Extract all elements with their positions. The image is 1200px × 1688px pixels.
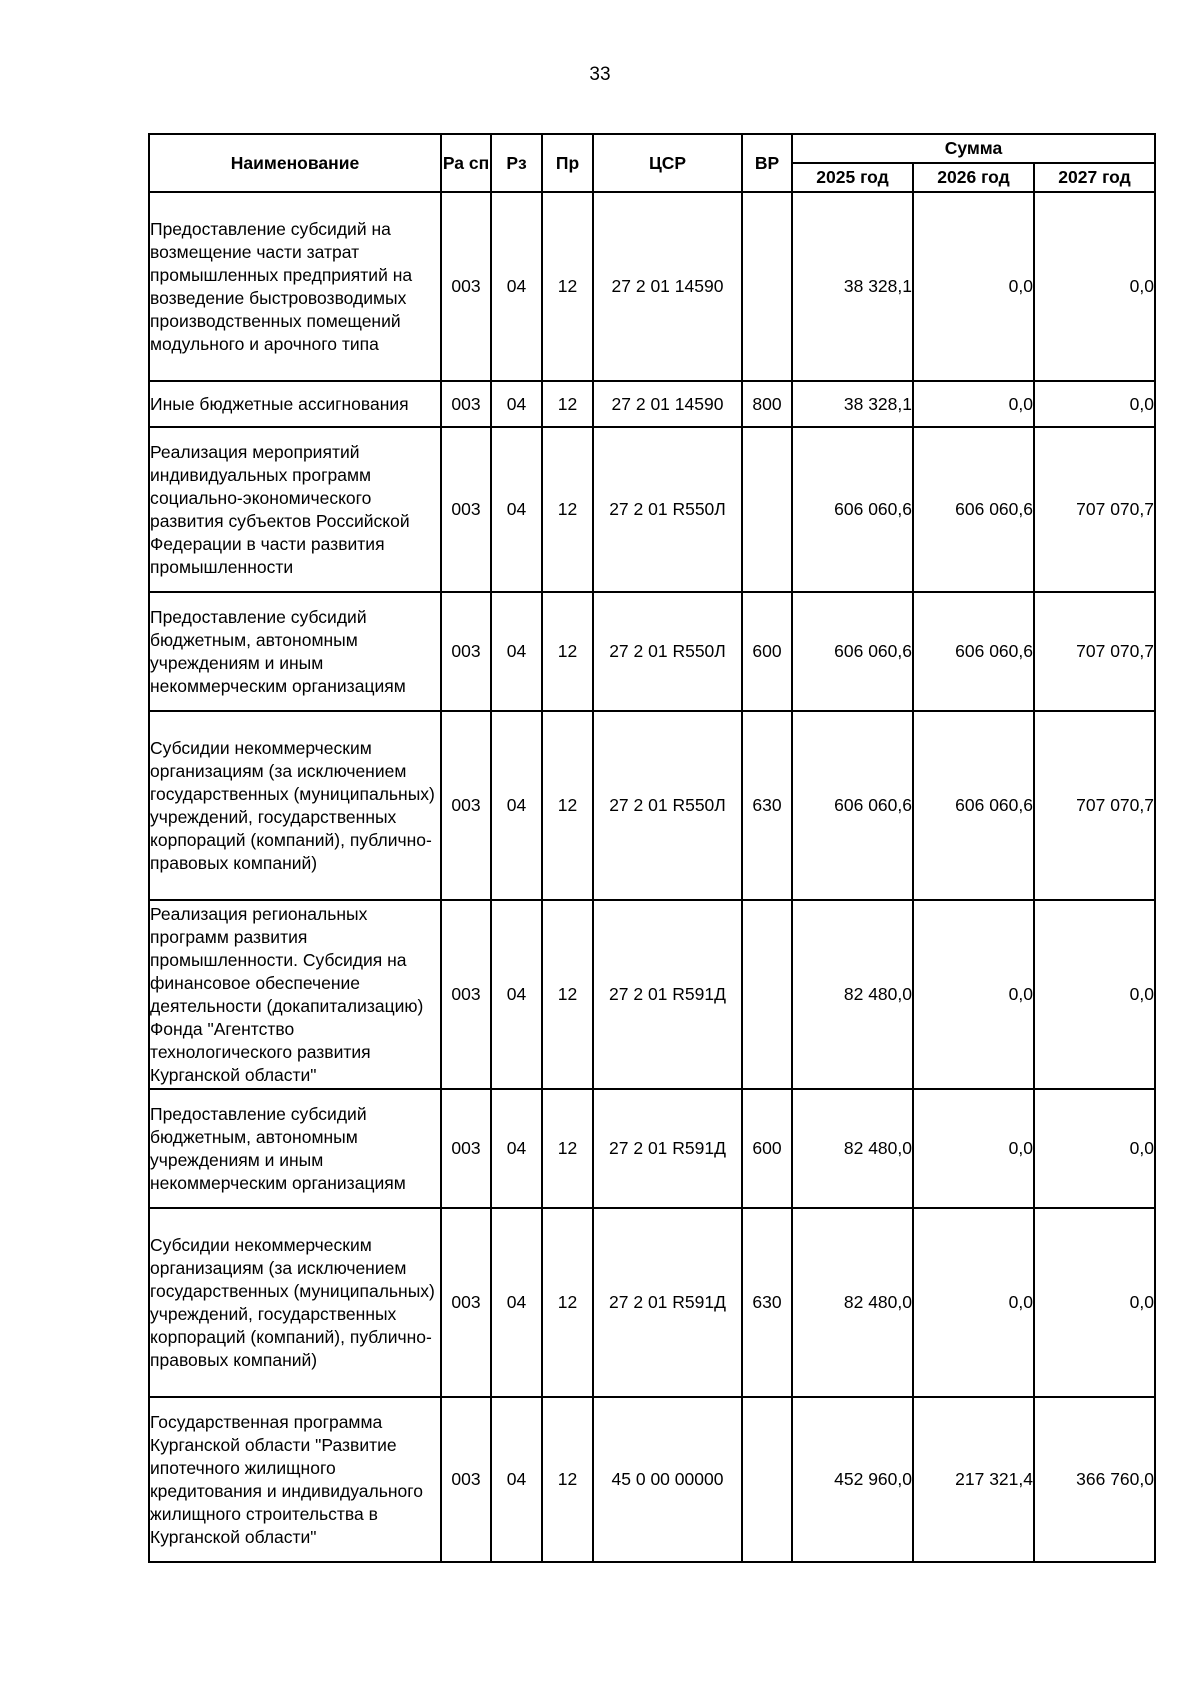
row-sum-2027: 707 070,7: [1034, 711, 1155, 900]
row-vr: 800: [742, 381, 792, 427]
row-rasp: 003: [441, 592, 491, 711]
row-name: Государственная программа Курганской области "Развитие ипотечного жилищного кредитования и индивидуального жилищного строительства в Курганской области": [149, 1397, 441, 1562]
row-pr: 12: [542, 427, 593, 592]
row-sum-2025: 606 060,6: [792, 427, 913, 592]
row-sum-2027: 0,0: [1034, 900, 1155, 1089]
table-row: [149, 192, 1155, 381]
row-sum-2027: 0,0: [1034, 1089, 1155, 1208]
row-sum-2026: 606 060,6: [913, 711, 1034, 900]
header-vr: ВР: [742, 134, 792, 192]
row-rasp: 003: [441, 1397, 491, 1562]
row-csr: 27 2 01 R591Д: [593, 900, 742, 1089]
row-rasp: 003: [441, 1208, 491, 1397]
row-rasp: 003: [441, 427, 491, 592]
budget-table: [148, 133, 1156, 1563]
row-rz: 04: [491, 1089, 542, 1208]
row-sum-2026: 0,0: [913, 1208, 1034, 1397]
table-row: [149, 1208, 1155, 1397]
row-csr: 45 0 00 00000: [593, 1397, 742, 1562]
table-row: [149, 711, 1155, 900]
header-rz: Рз: [491, 134, 542, 192]
row-pr: 12: [542, 711, 593, 900]
row-rz: 04: [491, 592, 542, 711]
row-sum-2026: 606 060,6: [913, 427, 1034, 592]
row-sum-2026: 0,0: [913, 900, 1034, 1089]
row-name: Предоставление субсидий бюджетным, автономным учреждениям и иным некоммерческим организациям: [149, 592, 441, 711]
row-sum-2025: 82 480,0: [792, 1208, 913, 1397]
row-vr: [742, 900, 792, 1089]
table-row: [149, 427, 1155, 592]
row-csr: 27 2 01 R591Д: [593, 1208, 742, 1397]
row-rasp: 003: [441, 1089, 491, 1208]
row-pr: 12: [542, 592, 593, 711]
row-sum-2026: 217 321,4: [913, 1397, 1034, 1562]
row-rasp: 003: [441, 192, 491, 381]
row-vr: [742, 427, 792, 592]
row-sum-2026: 606 060,6: [913, 592, 1034, 711]
row-rz: 04: [491, 1397, 542, 1562]
row-name: Предоставление субсидий бюджетным, автономным учреждениям и иным некоммерческим организациям: [149, 1089, 441, 1208]
table-row: [149, 1397, 1155, 1562]
table-row: [149, 592, 1155, 711]
row-sum-2025: 38 328,1: [792, 192, 913, 381]
row-csr: 27 2 01 14590: [593, 381, 742, 427]
row-pr: 12: [542, 192, 593, 381]
row-csr: 27 2 01 R591Д: [593, 1089, 742, 1208]
header-csr: ЦСР: [593, 134, 742, 192]
row-rz: 04: [491, 711, 542, 900]
row-pr: 12: [542, 1397, 593, 1562]
row-csr: 27 2 01 R550Л: [593, 711, 742, 900]
header-pr: Пр: [542, 134, 593, 192]
table-row: [149, 1089, 1155, 1208]
row-vr: 600: [742, 1089, 792, 1208]
row-pr: 12: [542, 900, 593, 1089]
row-name: Иные бюджетные ассигнования: [149, 381, 441, 427]
header-name: Наименование: [149, 134, 441, 192]
row-pr: 12: [542, 381, 593, 427]
row-csr: 27 2 01 14590: [593, 192, 742, 381]
row-csr: 27 2 01 R550Л: [593, 427, 742, 592]
row-sum-2025: 606 060,6: [792, 592, 913, 711]
row-name: Субсидии некоммерческим организациям (за исключением государственных (муниципальных) учреждений, государственных корпораций (компаний), публично-правовых компаний): [149, 1208, 441, 1397]
row-sum-2027: 0,0: [1034, 192, 1155, 381]
table-row: [149, 900, 1155, 1089]
row-sum-2027: 707 070,7: [1034, 592, 1155, 711]
row-rasp: 003: [441, 711, 491, 900]
table-row: [149, 381, 1155, 427]
row-sum-2027: 366 760,0: [1034, 1397, 1155, 1562]
row-name: Предоставление субсидий на возмещение части затрат промышленных предприятий на возведение быстровозводимых производственных помещений модульного и арочного типа: [149, 192, 441, 381]
row-sum-2027: 0,0: [1034, 1208, 1155, 1397]
row-pr: 12: [542, 1208, 593, 1397]
row-sum-2025: 38 328,1: [792, 381, 913, 427]
row-name: Реализация мероприятий индивидуальных программ социально-экономического развития субъектов Российской Федерации в части развития промышленности: [149, 427, 441, 592]
row-csr: 27 2 01 R550Л: [593, 592, 742, 711]
row-name: Реализация региональных программ развития промышленности. Субсидия на финансовое обеспечение деятельности (докапитализацию) Фонда "Агентство технологического развития Курганской области": [149, 900, 441, 1089]
row-rz: 04: [491, 381, 542, 427]
row-rz: 04: [491, 427, 542, 592]
row-rz: 04: [491, 900, 542, 1089]
row-sum-2025: 82 480,0: [792, 900, 913, 1089]
row-vr: 600: [742, 592, 792, 711]
header-year-2025: 2025 год: [792, 163, 913, 192]
row-vr: 630: [742, 711, 792, 900]
row-pr: 12: [542, 1089, 593, 1208]
header-year-2026: 2026 год: [913, 163, 1034, 192]
row-rasp: 003: [441, 900, 491, 1089]
row-sum-2025: 606 060,6: [792, 711, 913, 900]
page-number: 33: [589, 64, 611, 85]
row-vr: [742, 192, 792, 381]
row-sum-2027: 707 070,7: [1034, 427, 1155, 592]
row-sum-2025: 82 480,0: [792, 1089, 913, 1208]
row-rz: 04: [491, 1208, 542, 1397]
row-sum-2026: 0,0: [913, 381, 1034, 427]
row-vr: [742, 1397, 792, 1562]
row-sum-2026: 0,0: [913, 1089, 1034, 1208]
header-year-2027: 2027 год: [1034, 163, 1155, 192]
header-rasp: Ра сп: [441, 134, 491, 192]
row-sum-2025: 452 960,0: [792, 1397, 913, 1562]
row-rasp: 003: [441, 381, 491, 427]
row-name: Субсидии некоммерческим организациям (за исключением государственных (муниципальных) учреждений, государственных корпораций (компаний), публично-правовых компаний): [149, 711, 441, 900]
header-sum: Сумма: [792, 134, 1155, 163]
row-sum-2027: 0,0: [1034, 381, 1155, 427]
row-vr: 630: [742, 1208, 792, 1397]
row-sum-2026: 0,0: [913, 192, 1034, 381]
row-rz: 04: [491, 192, 542, 381]
